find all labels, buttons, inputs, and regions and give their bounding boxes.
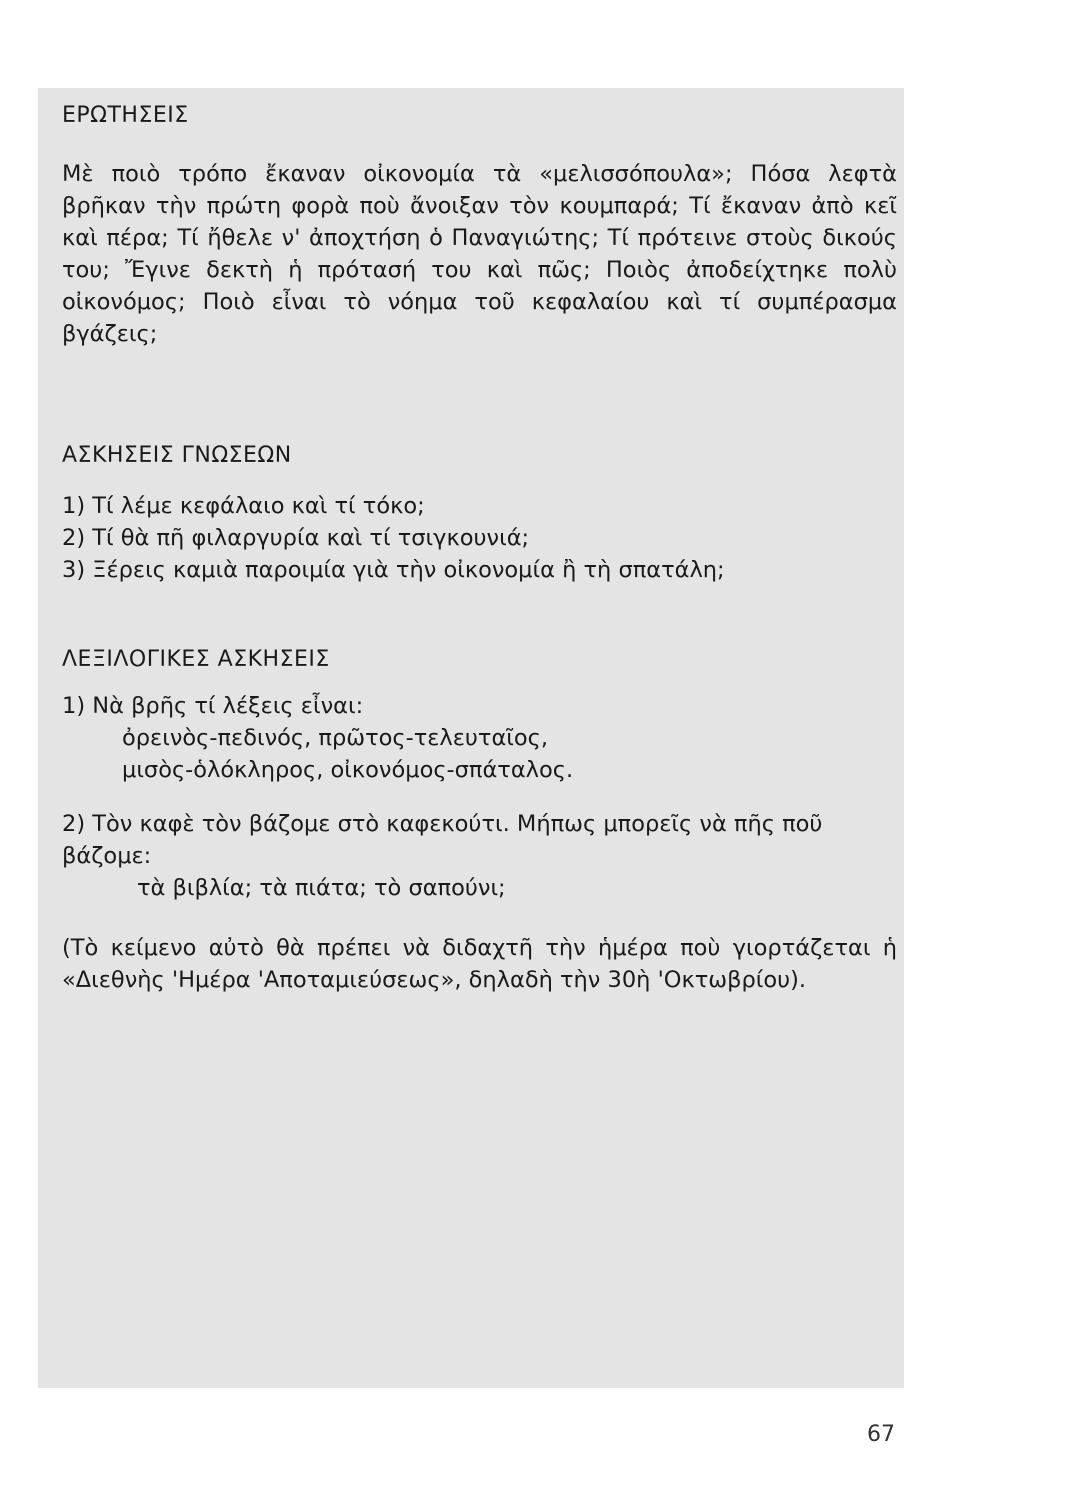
lexical-item-1 — [62, 690, 897, 786]
item-text: Ξέρεις καμιὰ παροιμία γιὰ τὴν οἰκονομία ἢ τὴ σπατάλη; — [92, 557, 725, 583]
item-number: 2) — [62, 811, 86, 837]
knowledge-section — [62, 440, 897, 586]
page-content — [62, 100, 897, 996]
item-text: Νὰ βρῆς τί λέξεις εἶναι: — [92, 693, 364, 719]
item-number: 1) — [62, 693, 86, 719]
item-text: Τί λέμε κεφάλαιο καὶ τί τόκο; — [92, 493, 425, 519]
item-number: 3) — [62, 557, 86, 583]
item-text: Τί θὰ πῆ φιλαργυρία καὶ τί τσιγκουνιά; — [92, 525, 530, 551]
lexical-section — [62, 644, 897, 904]
item-number: 2) — [62, 525, 86, 551]
lexical-heading: ΛΕΞΙΛΟΓΙΚΕΣ ΑΣΚΗΣΕΙΣ — [62, 647, 330, 672]
knowledge-list — [62, 490, 897, 586]
list-item — [62, 554, 897, 586]
objects-line: τὰ βιβλία; τὰ πιάτα; τὸ σαπούνι; — [137, 875, 506, 901]
item-text: Τὸν καφὲ τὸν βάζομε στὸ καφεκούτι. Μήπως μπορεῖς νὰ πῆς ποῦ βάζομε: — [62, 811, 823, 869]
knowledge-heading: ΑΣΚΗΣΕΙΣ ΓΝΩΣΕΩΝ — [62, 443, 292, 468]
lexical-list — [62, 690, 897, 904]
list-item — [62, 522, 897, 554]
questions-text: Μὲ ποιὸ τρόπο ἔκαναν οἰκονομία τὰ «μελισσόπουλα»; Πόσα λεφτὰ βρῆκαν τὴν πρώτη φορὰ ποὺ ἄνοιξαν τὸν κουμπαρά; Τί ἔκαναν ἀπὸ κεῖ καὶ πέρα; Τί ἤθελε ν' ἀποχτήση ὁ Παναγιώτης; Τί πρότεινε στοὺς δικούς του; Ἔγινε δεκτὴ ἡ πρότασή του καὶ πῶς; Ποιὸς ἀποδείχτηκε πολὺ οἰκονόμος; Ποιὸ εἶναι τὸ νόημα τοῦ κεφαλαίου καὶ τί συμπέρασμα βγάζεις; — [62, 161, 897, 347]
page-number: 67 — [867, 1422, 895, 1447]
list-item — [62, 490, 897, 522]
word-pairs-line-2: μισὸς-ὁλόκληρος, οἰκονόμος-σπάταλος. — [122, 757, 574, 783]
teaching-note: (Τὸ κείμενο αὐτὸ θὰ πρέπει νὰ διδαχτῆ τὴν ἡμέρα ποὺ γιορτάζεται ἡ «Διεθνὴς 'Ημέρα 'Αποταμιεύσεως», δηλαδὴ τὴν 30ὴ 'Οκτωβρίου). — [62, 935, 897, 993]
word-pairs-line-1: ὀρεινὸς-πεδινός, πρῶτος-τελευταῖος, — [122, 725, 549, 751]
lexical-item-2 — [62, 808, 897, 904]
item-number: 1) — [62, 493, 86, 519]
questions-heading: ΕΡΩΤΗΣΕΙΣ — [62, 103, 189, 128]
